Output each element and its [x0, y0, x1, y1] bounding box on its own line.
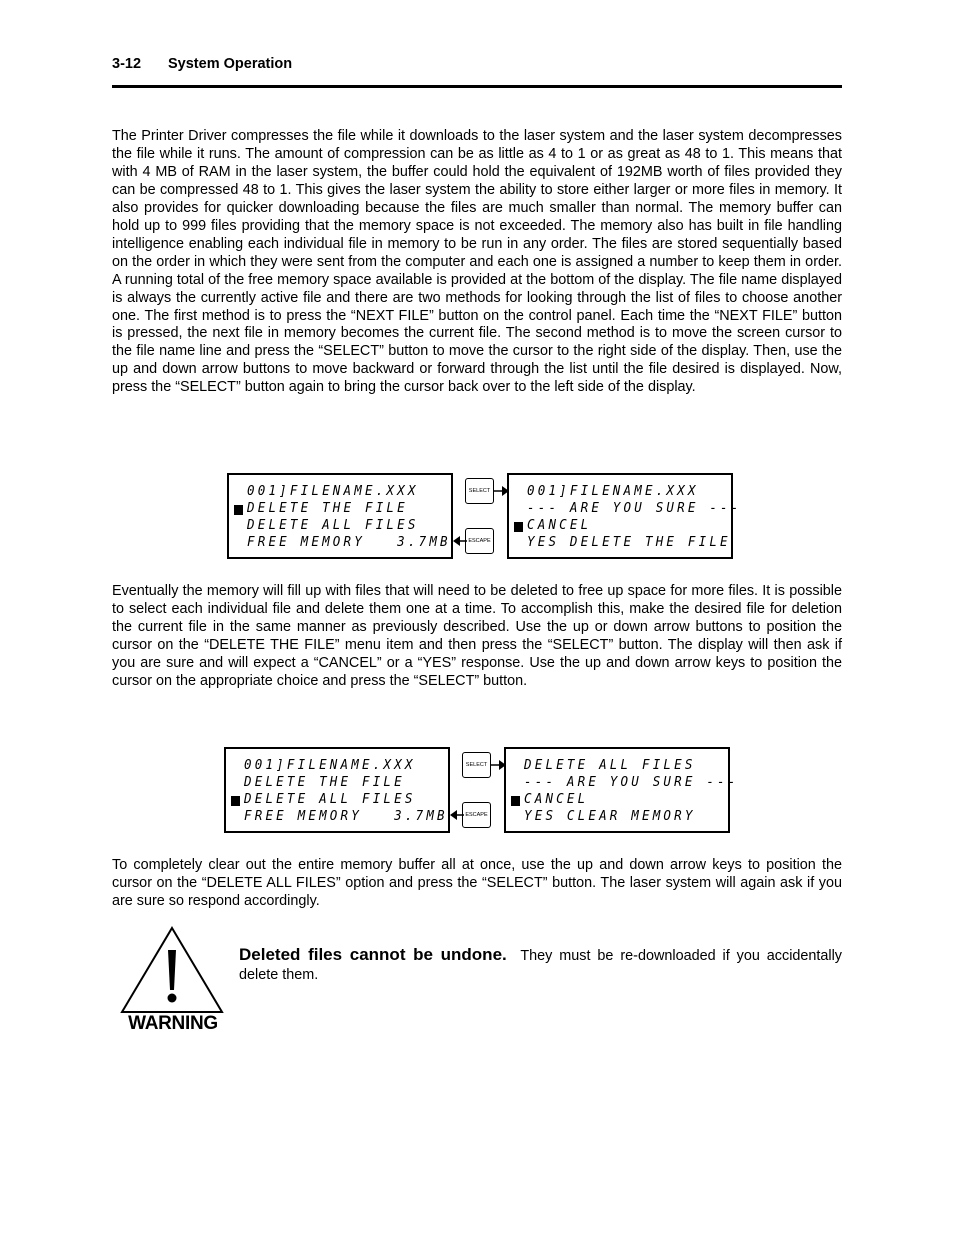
lcd-diagram-delete-file [227, 473, 742, 560]
escape-button: ESCAPE [465, 528, 494, 554]
lcd-display-confirm [507, 473, 742, 559]
section-title: System Operation [168, 56, 293, 72]
select-button: SELECT [465, 478, 494, 504]
lcd-cursor [511, 796, 520, 806]
lcd-display-confirm [504, 747, 739, 833]
page-number: 3-12 [112, 56, 142, 72]
lcd-row: --- ARE YOU SURE --- [527, 499, 742, 516]
header-rule [112, 85, 842, 88]
select-button: SELECT [462, 752, 491, 778]
lcd-row: DELETE ALL FILES [247, 516, 419, 533]
page-header [112, 56, 842, 72]
lcd-row: --- ARE YOU SURE --- [524, 773, 739, 790]
warning-bold-text: Deleted files cannot be undone. [239, 945, 507, 964]
lcd-row: FREE MEMORY 3.7MB [247, 533, 451, 550]
lcd-row: YES CLEAR MEMORY [524, 807, 696, 824]
warning-message [239, 945, 842, 985]
lcd-row: 001]FILENAME.XXX [527, 482, 699, 499]
lcd-row: YES DELETE THE FILE [527, 533, 731, 550]
lcd-display-main-menu [227, 473, 453, 559]
paragraph-delete-all: To completely clear out the entire memory buffer all at once, use the up and down arrow keys to position the cursor on the “DELETE ALL FILES” option and press the “SELECT” button. The laser system will again ask if you are sure so respond accordingly. [112, 857, 842, 909]
lcd-display-main-menu [224, 747, 450, 833]
lcd-cursor [231, 796, 240, 806]
lcd-row: 001]FILENAME.XXX [247, 482, 419, 499]
lcd-row: FREE MEMORY 3.7MB [244, 807, 448, 824]
paragraph-compression: The Printer Driver compresses the file while it downloads to the laser system and the laser system decompresses the file while it runs. The amount of compression can be as little as 4 to 1 or as great as 48 to 1. This means that with 4 MB of RAM in the laser system, the buffer could hold the equivalent of 192MB worth of files provided they can be compressed 48 to 1. This gives the laser system the ability to store either larger or more files in memory. It also provides for quicker downloading because the files are much smaller than normal. The memory buffer can hold up to 999 files providing that the memory space is not exceeded. The memory also has built in file handling intelligence enabling each individual file in memory to be run in any order. The files are stored sequentially based on the order in which they were sent from the computer and each one is assigned a number to keep them in order. A running total of the free memory space available is provided at the bottom of the display. The file name displayed is always the currently active file and there are two methods for looking through the list of files to choose another one. The first method is to press the “NEXT FILE” button on the control panel. Each time the “NEXT FILE” button is pressed, the next file in memory becomes the current file. The second method is to move the screen cursor to the file name line and press the “SELECT” button to move the cursor to the right side of the display. Then, use the up and down arrow buttons to move backward or forward through the list until the file desired is displayed. Now, press the “SELECT” button again to bring the cursor back over to the left side of the display. [112, 128, 842, 396]
lcd-row: DELETE ALL FILES [524, 756, 696, 773]
lcd-row: DELETE THE FILE [247, 499, 408, 516]
lcd-row: CANCEL [524, 790, 589, 807]
lcd-cursor [514, 522, 523, 532]
lcd-cursor [234, 505, 243, 515]
lcd-row: DELETE ALL FILES [244, 790, 416, 807]
paragraph-delete-file: Eventually the memory will fill up with files that will need to be deleted to free up space for more files. It is possible to select each individual file and delete them one at a time. To accomplish this, make the desired file for deletion the current file in the same manner as previously described. Use the up or down arrow buttons to position the cursor on the “DELETE THE FILE” menu item and then press the “SELECT” button. The display will then ask if you are sure and will expect a “CANCEL” or a “YES” response. Use the up and down arrow keys to position the cursor on the appropriate choice and press the “SELECT” button. [112, 583, 842, 689]
escape-button: ESCAPE [462, 802, 491, 828]
lcd-row: DELETE THE FILE [244, 773, 405, 790]
lcd-diagram-delete-all [224, 747, 739, 834]
warning-label: WARNING [128, 1013, 218, 1034]
left-arrow-icon [453, 533, 469, 549]
left-arrow-icon [450, 807, 466, 823]
lcd-row: 001]FILENAME.XXX [244, 756, 416, 773]
lcd-row: CANCEL [527, 516, 592, 533]
warning-body-text: They must be re-downloaded if you accidentally delete them. [239, 948, 842, 983]
